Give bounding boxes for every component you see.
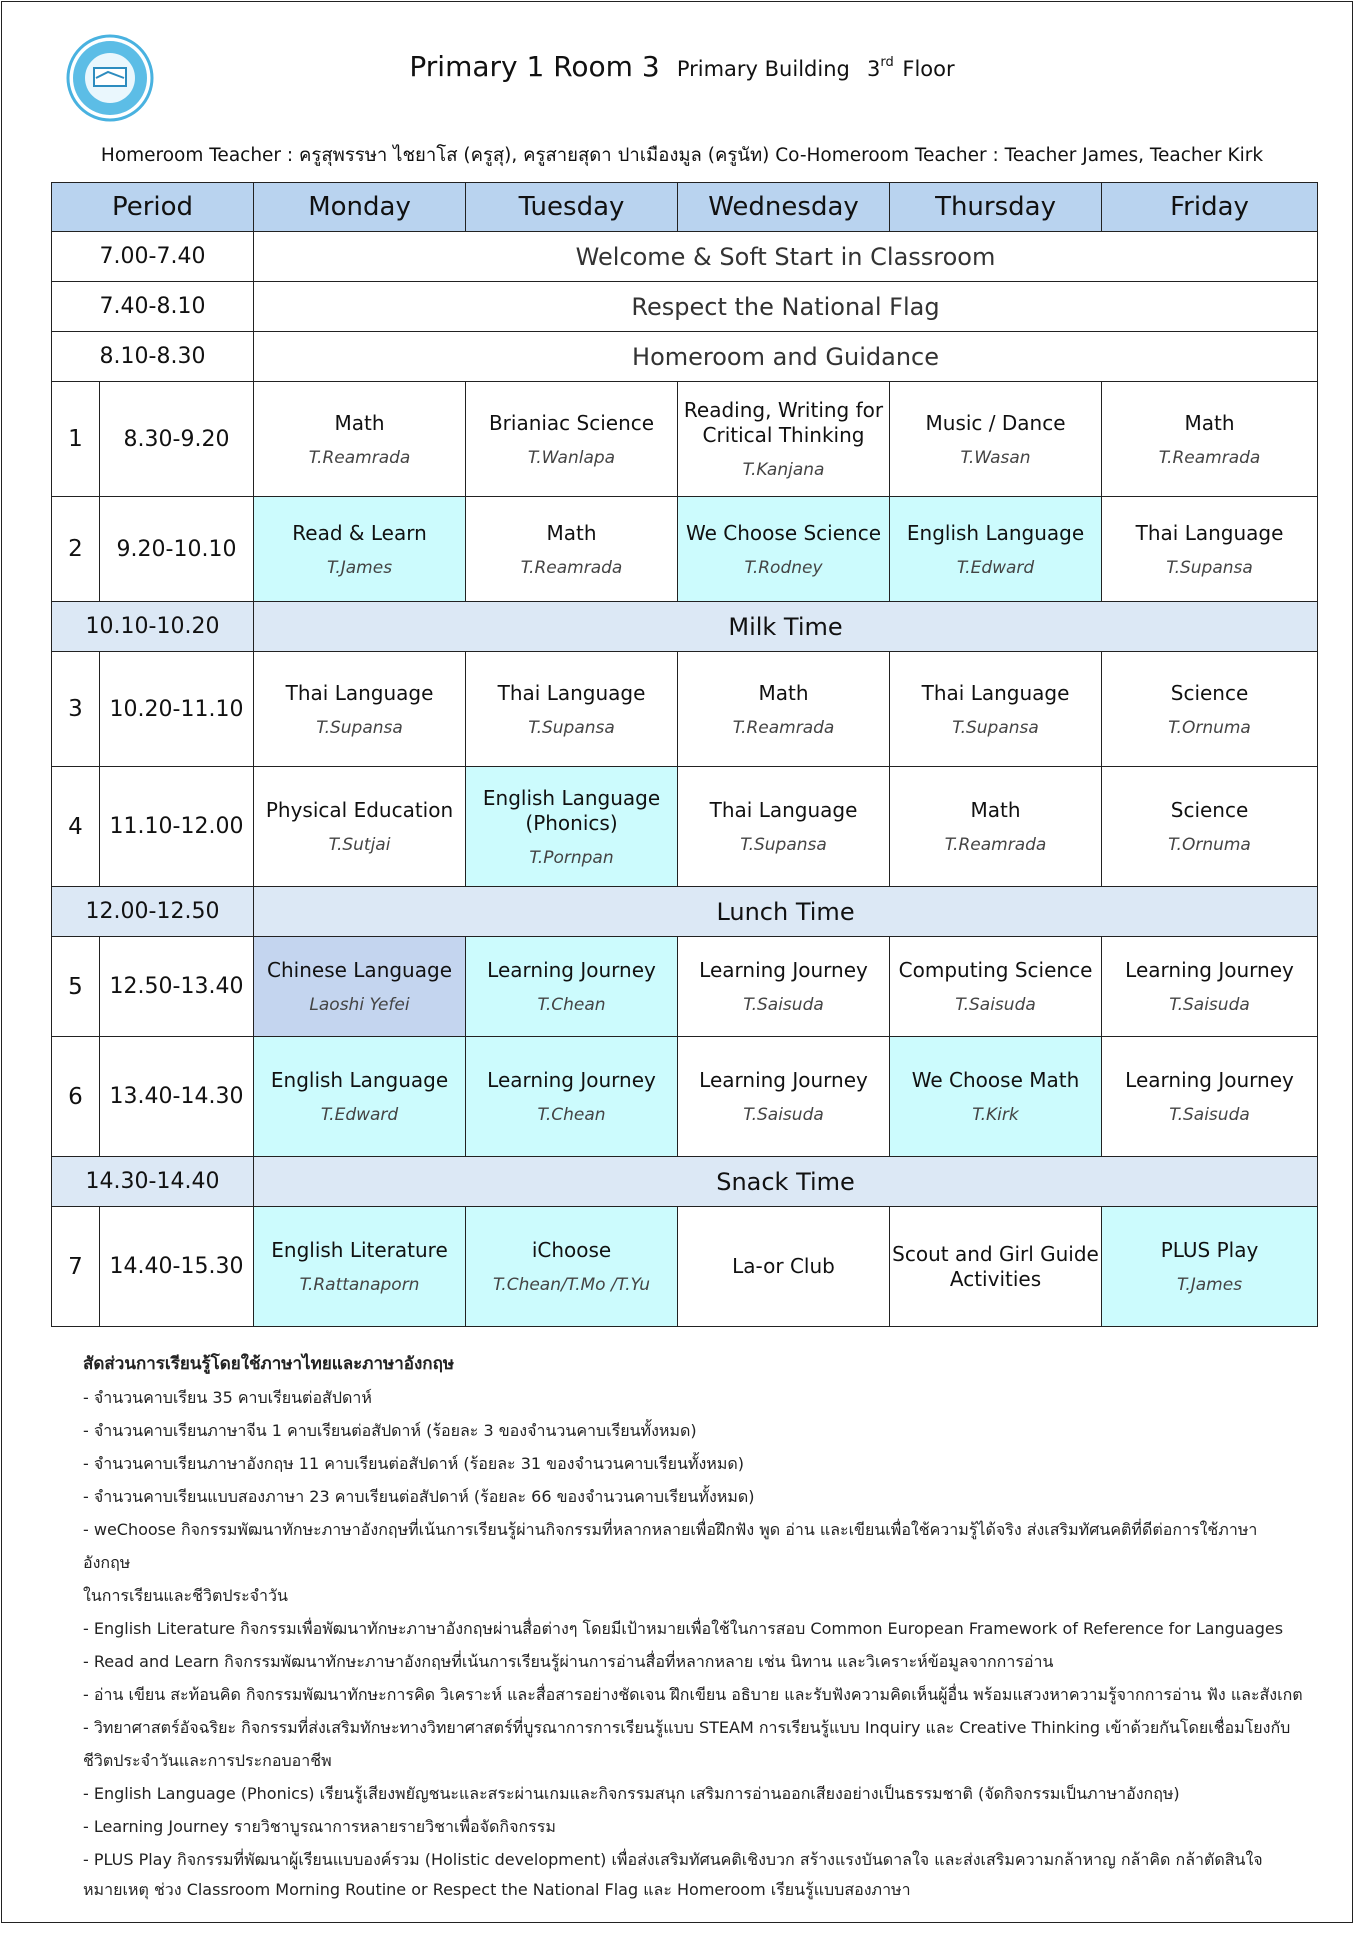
subject-name: La-or Club <box>732 1254 835 1278</box>
note-item: - English Literature กิจกรรมเพื่อพัฒนาทักษะภาษาอังกฤษผ่านสื่อต่างๆ โดยมีเป้าหมายเพื่อใช้ในการสอบ Common European Framework of Reference for Languages <box>83 1619 1284 1638</box>
table-row <box>52 382 1318 497</box>
class-cell <box>1102 1037 1318 1157</box>
subject-name: Learning Journey <box>699 1068 868 1092</box>
timetable-span-row <box>52 887 1318 937</box>
timetable-span-row <box>52 332 1318 382</box>
teacher-name: T.Supansa <box>316 717 403 738</box>
class-cell <box>466 497 678 602</box>
class-cell <box>254 652 466 767</box>
note-item: - จำนวนคาบเรียนภาษาอังกฤษ 11 คาบเรียนต่อสัปดาห์ (ร้อยละ 31 ของจำนวนคาบเรียนทั้งหมด) <box>83 1454 745 1473</box>
span-activity: Lunch Time <box>254 887 1318 937</box>
subject-name: PLUS Play <box>1160 1238 1259 1262</box>
class-cell <box>254 767 466 887</box>
header-wednesday: Wednesday <box>678 183 890 232</box>
class-cell <box>1102 937 1318 1037</box>
homeroom-teachers: Homeroom Teacher : ครูสุพรรษา ไชยาโส (ครูสุ), ครูสายสุดา ปาเมืองมูล (ครูนัท) Co-Homeroom Teacher : Teacher James, Teacher Kirk <box>100 145 1264 166</box>
timetable <box>51 182 1318 1327</box>
header-period: Period <box>52 183 254 232</box>
period-time: 9.20-10.10 <box>100 497 254 602</box>
teacher-name: T.Reamrada <box>944 835 1047 855</box>
period-time: 10.20-11.10 <box>100 652 254 767</box>
class-cell <box>890 382 1102 497</box>
period-number: 5 <box>52 937 100 1037</box>
subject-name: Math <box>970 798 1021 822</box>
class-cell <box>890 937 1102 1037</box>
class-cell <box>890 767 1102 887</box>
span-activity: Milk Time <box>254 602 1318 652</box>
footnote: หมายเหตุ ช่วง Classroom Morning Routine or Respect the National Flag และ Homeroom เรียนรู้แบบสองภาษา <box>83 1880 911 1899</box>
note-item: - จำนวนคาบเรียน 35 คาบเรียนต่อสัปดาห์ <box>83 1388 372 1407</box>
header-thursday: Thursday <box>890 183 1102 232</box>
note-item: - อ่าน เขียน สะท้อนคิด กิจกรรมพัฒนาทักษะการคิด วิเคราะห์ และสื่อสารอย่างชัดเจน ฝึกเขียน อธิบาย และรับฟังความคิดเห็นผู้อื่น พร้อมแสวงหาความรู้จากการอ่าน ฟัง และสังเกต <box>83 1685 1303 1704</box>
subject-name: Learning Journey <box>487 958 656 982</box>
period-number: 2 <box>52 497 100 602</box>
note-item: ในการเรียนและชีวิตประจำวัน <box>83 1586 288 1605</box>
class-cell <box>254 1207 466 1327</box>
teacher-name: T.Rodney <box>744 557 823 578</box>
class-cell <box>466 937 678 1037</box>
note-item: - Learning Journey รายวิชาบูรณาการหลายรายวิชาเพื่อจัดกิจกรรม <box>83 1817 556 1836</box>
teacher-name: T.Reamrada <box>1158 447 1261 468</box>
teacher-name: T.Chean <box>537 995 606 1015</box>
subject-name: We Choose Math <box>911 1068 1080 1092</box>
class-cell <box>466 1037 678 1157</box>
teacher-name: T.Supansa <box>528 717 615 738</box>
timetable-span-row <box>52 602 1318 652</box>
period-time: 7.40-8.10 <box>52 282 254 332</box>
class-cell <box>466 1207 678 1327</box>
notes-section <box>83 1348 1303 1876</box>
teacher-name: T.Ornuma <box>1168 717 1251 738</box>
teacher-name: T.James <box>326 557 393 578</box>
subject-name: Math <box>758 680 809 705</box>
class-cell <box>254 1037 466 1157</box>
teacher-name: T.Edward <box>956 557 1035 578</box>
note-item: - Read and Learn กิจกรรมพัฒนาทักษะภาษาอังกฤษที่เน้นการเรียนรู้ผ่านการอ่านสื่อที่หลากหลาย เช่น นิทาน และวิเคราะห์ข้อมูลจากการอ่าน <box>83 1652 1054 1671</box>
period-number: 7 <box>52 1207 100 1327</box>
floor-suffix: rd <box>880 55 894 70</box>
teacher-name: T.Edward <box>320 1105 399 1125</box>
span-activity: Homeroom and Guidance <box>254 332 1318 382</box>
span-activity: Respect the National Flag <box>254 282 1318 332</box>
notes-list <box>83 1381 1303 1876</box>
teacher-name: T.Reamrada <box>732 717 835 738</box>
subject-name: Learning Journey <box>1125 1068 1294 1092</box>
period-number: 3 <box>52 652 100 767</box>
teacher-name: T.James <box>1176 1275 1243 1295</box>
table-row <box>52 497 1318 602</box>
note-item: - วิทยาศาสตร์อัจฉริยะ กิจกรรมที่ส่งเสริมทักษะทางวิทยาศาสตร์ที่บูรณาการการเรียนรู้แบบ STEAM การเรียนรู้แบบ Inquiry และ Creative Thinking เข้าด้วยกันโดยเชื่อมโยงกับ <box>83 1718 1291 1737</box>
building-label: Primary Building <box>676 57 850 81</box>
class-cell <box>254 937 466 1037</box>
teacher-name: T.Chean <box>537 1105 606 1125</box>
note-item: ชีวิตประจำวันและการประกอบอาชีพ <box>83 1751 332 1770</box>
subject-name: iChoose <box>531 1238 612 1262</box>
class-cell <box>254 382 466 497</box>
note-item: - English Language (Phonics) เรียนรู้เสียงพยัญชนะและสระผ่านเกมและกิจกรรมสนุก เสริมการอ่านออกเสียงอย่างเป็นธรรมชาติ (จัดกิจกรรมเป็นภาษาอังกฤษ) <box>83 1784 1180 1803</box>
period-time: 14.40-15.30 <box>100 1207 254 1327</box>
note-item: - PLUS Play กิจกรรมที่พัฒนาผู้เรียนแบบองค์รวม (Holistic development) เพื่อส่งเสริมทัศนคติเชิงบวก สร้างแรงบันดาลใจ และส่งเสริมความกล้าหาญ กล้าคิด กล้าตัดสินใจ <box>83 1850 1263 1869</box>
class-cell <box>1102 652 1318 767</box>
span-activity: Snack Time <box>254 1157 1318 1207</box>
class-cell <box>1102 767 1318 887</box>
table-row <box>52 1037 1318 1157</box>
class-cell <box>1102 382 1318 497</box>
subject-name: Science <box>1170 680 1249 705</box>
subject-name: Math <box>546 520 597 545</box>
period-time: 12.50-13.40 <box>100 937 254 1037</box>
period-time: 14.30-14.40 <box>52 1157 254 1207</box>
note-item: - จำนวนคาบเรียนภาษาจีน 1 คาบเรียนต่อสัปดาห์ (ร้อยละ 3 ของจำนวนคาบเรียนทั้งหมด) <box>83 1421 697 1440</box>
notes-heading: สัดส่วนการเรียนรู้โดยใช้ภาษาไทยและภาษาอังกฤษ <box>83 1354 455 1374</box>
timetable-span-row <box>52 1157 1318 1207</box>
teacher-name: T.Reamrada <box>520 557 623 578</box>
period-number: 6 <box>52 1037 100 1157</box>
header-tuesday: Tuesday <box>466 183 678 232</box>
class-cell <box>466 652 678 767</box>
class-cell <box>1102 497 1318 602</box>
class-cell <box>890 1037 1102 1157</box>
teacher-name: T.Wasan <box>960 447 1031 468</box>
floor-word: Floor <box>902 57 955 81</box>
subject-name: Thai Language <box>497 680 646 705</box>
period-time: 12.00-12.50 <box>52 887 254 937</box>
teacher-name: T.Saisuda <box>955 995 1036 1015</box>
teacher-name: T.Pornpan <box>529 847 614 868</box>
period-time: 8.10-8.30 <box>52 332 254 382</box>
floor-number: 3 <box>867 57 881 81</box>
subject-name: Thai Language <box>285 680 434 705</box>
teacher-name: T.Rattanaporn <box>299 1275 420 1295</box>
class-cell <box>678 1207 890 1327</box>
subject-name: Math <box>334 410 385 435</box>
class-cell <box>890 652 1102 767</box>
period-number: 4 <box>52 767 100 887</box>
subject-name: English Language <box>270 1068 449 1092</box>
teacher-name: T.Supansa <box>740 835 827 855</box>
header-friday: Friday <box>1102 183 1318 232</box>
teacher-name: T.Supansa <box>1166 557 1253 578</box>
subject-name: Brianiac Science <box>488 410 655 435</box>
subject-name: Computing Science <box>898 958 1093 982</box>
period-time: 10.10-10.20 <box>52 602 254 652</box>
note-item: - weChoose กิจกรรมพัฒนาทักษะภาษาอังกฤษที่เน้นการเรียนรู้ผ่านกิจกรรมที่หลากหลายเพื่อฝึกฟัง พูด อ่าน และเขียนเพื่อใช้ความรู้ได้จริง ส่งเสริมทัศนคติที่ดีต่อการใช้ภาษาอังกฤษ <box>83 1520 1258 1572</box>
period-time: 11.10-12.00 <box>100 767 254 887</box>
subject-name: Learning Journey <box>487 1068 656 1092</box>
period-time: 13.40-14.30 <box>100 1037 254 1157</box>
teacher-name: T.Sutjai <box>328 835 391 855</box>
span-activity: Welcome & Soft Start in Classroom <box>254 232 1318 282</box>
subject-name: Math <box>1184 410 1235 435</box>
teacher-name: T.Supansa <box>952 717 1039 738</box>
class-cell <box>890 1207 1102 1327</box>
subject-name: Reading, Writing for Critical Thinking <box>683 398 884 447</box>
subject-name: English Language (Phonics) <box>482 785 661 835</box>
subject-name: Scout and Girl Guide Activities <box>892 1241 1099 1291</box>
teacher-name: T.Saisuda <box>743 1105 824 1125</box>
teacher-name: T.Reamrada <box>308 447 411 468</box>
page-title <box>0 50 1364 83</box>
teacher-name: T.Kirk <box>972 1105 1019 1125</box>
subject-name: Thai Language <box>709 798 858 822</box>
subject-name: English Language <box>906 520 1085 545</box>
timetable-span-row <box>52 282 1318 332</box>
subject-name: Read & Learn <box>292 520 427 545</box>
subject-name: Thai Language <box>921 680 1070 705</box>
subject-name: Music / Dance <box>925 410 1066 435</box>
table-row <box>52 652 1318 767</box>
teacher-name: T.Chean/T.Mo /T.Yu <box>492 1275 651 1295</box>
subject-name: We Choose Science <box>686 520 882 545</box>
teacher-name: T.Saisuda <box>1169 1105 1250 1125</box>
class-cell <box>254 497 466 602</box>
class-cell <box>678 937 890 1037</box>
class-cell <box>1102 1207 1318 1327</box>
note-item: - จำนวนคาบเรียนแบบสองภาษา 23 คาบเรียนต่อสัปดาห์ (ร้อยละ 66 ของจำนวนคาบเรียนทั้งหมด) <box>83 1487 755 1506</box>
class-room-title: Primary 1 Room 3 <box>409 50 660 83</box>
period-time: 7.00-7.40 <box>52 232 254 282</box>
subject-name: Learning Journey <box>699 958 868 982</box>
class-cell <box>678 1037 890 1157</box>
class-cell <box>678 382 890 497</box>
table-row <box>52 1207 1318 1327</box>
subject-name: Learning Journey <box>1125 958 1294 982</box>
teacher-name: T.Saisuda <box>1169 995 1250 1015</box>
teacher-name: T.Wanlapa <box>527 447 616 468</box>
teacher-name: T.Ornuma <box>1168 835 1251 855</box>
table-row <box>52 767 1318 887</box>
subject-name: Chinese Language <box>267 958 452 982</box>
timetable-span-row <box>52 232 1318 282</box>
header-monday: Monday <box>254 183 466 232</box>
subject-name: Science <box>1170 798 1249 822</box>
teacher-name: Laoshi Yefei <box>309 995 410 1015</box>
teacher-name: T.Saisuda <box>743 995 824 1015</box>
subject-name: Thai Language <box>1135 520 1284 545</box>
class-cell <box>678 767 890 887</box>
subject-name: Physical Education <box>265 798 454 822</box>
teacher-name: T.Kanjana <box>742 460 825 480</box>
timetable-header-row <box>52 183 1318 232</box>
class-cell <box>890 497 1102 602</box>
class-cell <box>678 497 890 602</box>
table-row <box>52 937 1318 1037</box>
class-cell <box>466 767 678 887</box>
class-cell <box>466 382 678 497</box>
period-number: 1 <box>52 382 100 497</box>
period-time: 8.30-9.20 <box>100 382 254 497</box>
class-cell <box>678 652 890 767</box>
subject-name: English Literature <box>271 1238 448 1262</box>
